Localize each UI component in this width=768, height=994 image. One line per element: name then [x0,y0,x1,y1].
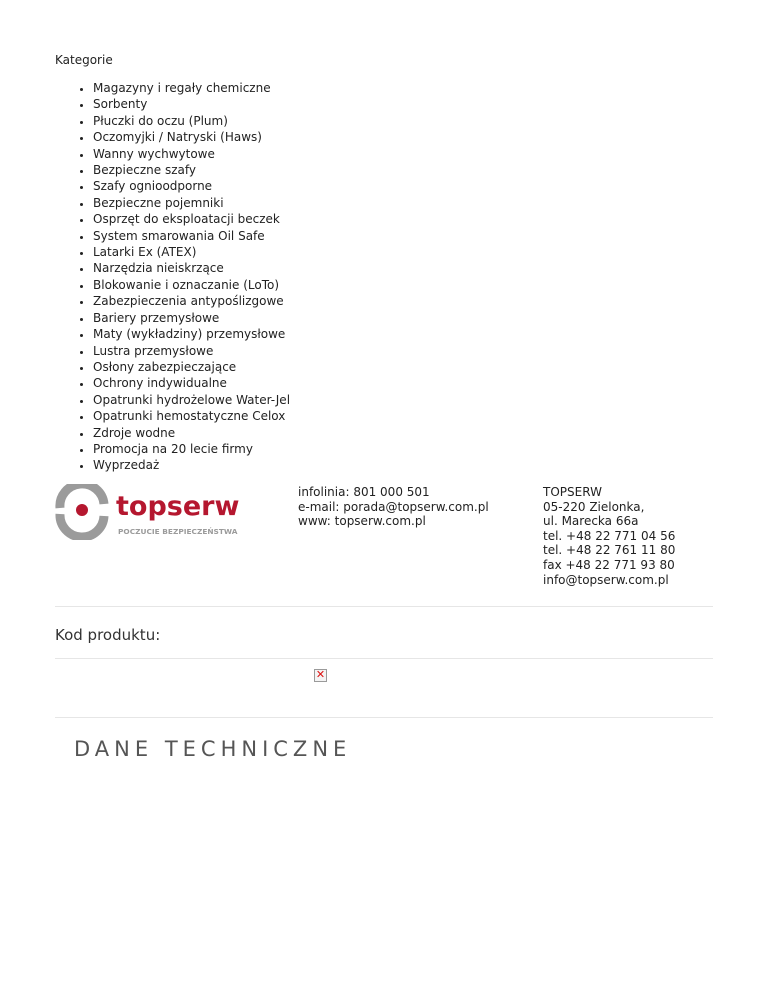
address-city: 05-220 Zielonka, [543,499,645,514]
divider [55,717,713,718]
category-item[interactable]: • Płuczki do oczu (Plum) [93,113,290,129]
company-address [543,485,675,587]
fax-number: fax +48 22 771 93 80 [543,557,675,572]
category-item[interactable]: • Szafy ognioodporne [93,178,290,194]
category-item[interactable]: • Opatrunki hydrożelowe Water-Jel [93,392,290,408]
category-item[interactable]: • Osprzęt do eksploatacji beczek [93,211,290,227]
divider [55,606,713,607]
category-item[interactable]: • Wanny wychwytowe [93,146,290,162]
category-item[interactable]: • Narzędzia nieiskrzące [93,260,290,276]
contact-email-link[interactable]: e-mail: porada@topserw.com.pl [298,499,489,514]
logo-tagline: POCZUCIE BEZPIECZEŃSTWA [118,527,238,536]
category-item[interactable]: • Zdroje wodne [93,425,290,441]
category-item[interactable]: • Bezpieczne pojemniki [93,195,290,211]
phone-2: tel. +48 22 761 11 80 [543,543,676,558]
category-item[interactable]: • Bezpieczne szafy [93,162,290,178]
category-item[interactable]: • Maty (wykładziny) przemysłowe [93,326,290,342]
category-list [55,80,290,474]
category-item[interactable]: • Zabezpieczenia antypoślizgowe [93,293,290,309]
category-item[interactable]: • Sorbenty [93,96,290,112]
category-item[interactable]: • Latarki Ex (ATEX) [93,244,290,260]
product-code-label: Kod produktu: [55,626,161,644]
category-item[interactable]: • Lustra przemysłowe [93,343,290,359]
phone-1: tel. +48 22 771 04 56 [543,528,676,543]
category-item[interactable]: • Wyprzedaż [93,457,290,473]
address-street: ul. Marecka 66a [543,514,639,529]
company-name: TOPSERW [543,485,602,499]
categories-heading: Kategorie [55,53,113,67]
category-item[interactable]: • Promocja na 20 lecie firmy [93,441,290,457]
category-item[interactable]: • Magazyny i regały chemiczne [93,80,290,96]
divider [55,658,713,659]
category-item[interactable]: • Bariery przemysłowe [93,310,290,326]
category-item[interactable]: • Osłony zabezpieczające [93,359,290,375]
broken-image-icon: ✕ [315,668,326,681]
category-item[interactable]: • Ochrony indywidualne [93,375,290,391]
contact-info [298,485,489,529]
logo-ring-bottom [60,514,104,537]
category-item[interactable]: • Oczomyjki / Natryski (Haws) [93,129,290,145]
website-link[interactable]: www: topserw.com.pl [298,514,426,529]
infoline-text: infolinia: 801 000 501 [298,485,430,499]
logo-dot [76,504,88,516]
info-email-link[interactable]: info@topserw.com.pl [543,572,669,587]
category-item[interactable]: • Opatrunki hemostatyczne Celox [93,408,290,424]
logo-brand-text: topserw [116,491,240,522]
technical-data-heading: DANE TECHNICZNE [74,737,352,761]
category-item[interactable]: • System smarowania Oil Safe [93,228,290,244]
topserw-logo[interactable] [54,484,254,540]
category-item[interactable]: • Blokowanie i oznaczanie (LoTo) [93,277,290,293]
